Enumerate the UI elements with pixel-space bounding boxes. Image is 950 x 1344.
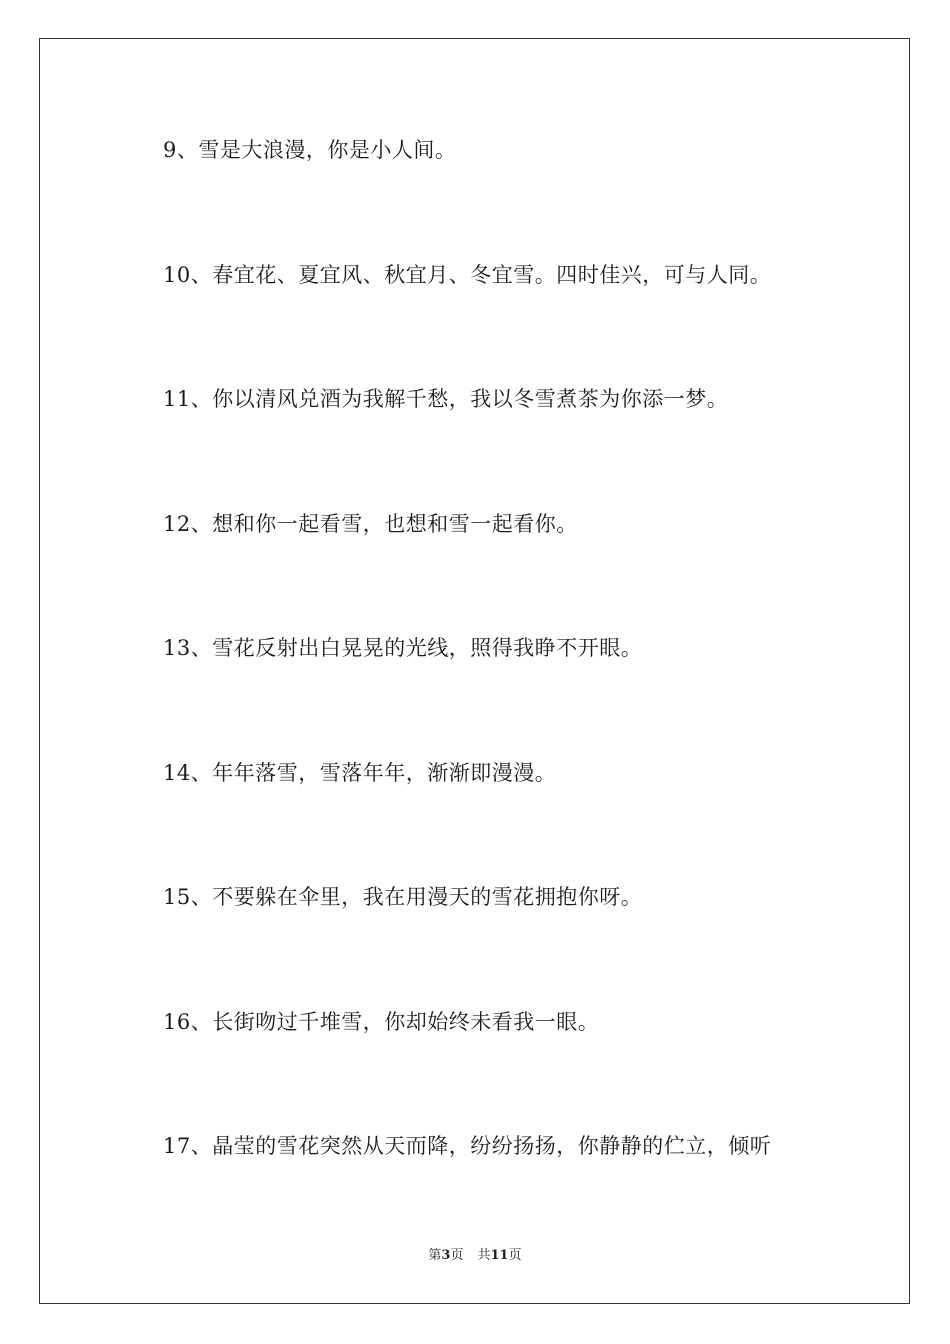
text-line-11: 11、你以清风兑酒为我解千愁，我以冬雪煮茶为你添一梦。 xyxy=(163,387,729,411)
page-suffix: 页 xyxy=(450,1248,464,1263)
text-line-16: 16、长街吻过千堆雪，你却始终未看我一眼。 xyxy=(163,1010,600,1034)
text-line-17: 17、晶莹的雪花突然从天而降，纷纷扬扬，你静静的伫立，倾听 xyxy=(163,1134,772,1158)
text-line-13: 13、雪花反射出白晃晃的光线，照得我睁不开眼。 xyxy=(163,636,643,660)
total-pages: 11 xyxy=(490,1248,509,1263)
text-line-12: 12、想和你一起看雪，也想和雪一起看你。 xyxy=(163,512,578,536)
page-prefix: 第 xyxy=(428,1248,442,1263)
page-number: 3 xyxy=(441,1248,451,1263)
text-line-14: 14、年年落雪，雪落年年，渐渐即漫漫。 xyxy=(163,761,557,785)
text-line-9: 9、雪是大浪漫，你是小人间。 xyxy=(163,138,457,162)
text-line-15: 15、不要躲在伞里，我在用漫天的雪花拥抱你呀。 xyxy=(163,885,643,909)
page-border xyxy=(39,38,910,1304)
total-suffix: 页 xyxy=(508,1248,522,1263)
total-prefix: 共 xyxy=(477,1248,491,1263)
text-line-10: 10、春宜花、夏宜风、秋宜月、冬宜雪。四时佳兴，可与人同。 xyxy=(163,263,772,287)
page-footer xyxy=(0,1247,950,1265)
